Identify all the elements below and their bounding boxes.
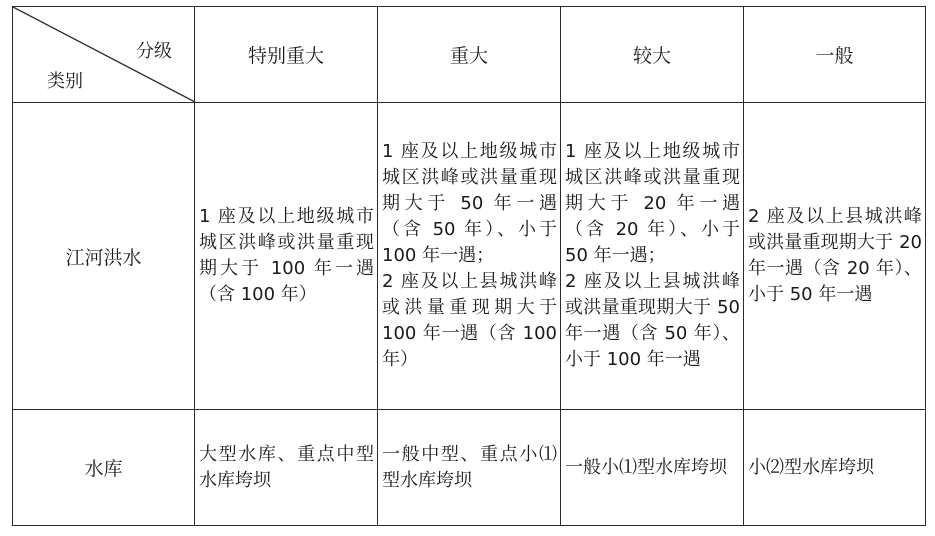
table-row-river-flood bbox=[13, 103, 926, 410]
row-label-river-flood: 江河洪水 bbox=[13, 103, 195, 410]
corner-header-cell bbox=[13, 7, 195, 103]
table-cell bbox=[195, 103, 378, 410]
cell-text: 1 座及以上地级城市城区洪峰或洪量重现期大于 50 年一遇（含 50 年）、小于 100 年一遇； bbox=[382, 141, 557, 266]
column-header-major: 重大 bbox=[378, 7, 561, 103]
table-cell bbox=[195, 410, 378, 526]
cell-text: 1 座及以上地级城市城区洪峰或洪量重现期大于 20 年一遇（含 20 年）、小于 50 年一遇； bbox=[565, 141, 740, 266]
table-cell bbox=[561, 410, 744, 526]
cell-text: 大型水库、重点中型水库垮坝 bbox=[199, 443, 374, 491]
cell-text: 2 座及以上县城洪峰或洪量重现期大于 50 年一遇（含 50 年）、小于 100 年一遇 bbox=[565, 271, 740, 370]
cell-text: 小⑵型水库垮坝 bbox=[748, 456, 874, 478]
column-header-general: 一般 bbox=[744, 7, 926, 103]
flood-classification-table bbox=[12, 6, 926, 526]
table-cell bbox=[744, 103, 926, 410]
column-axis-label: 分级 bbox=[136, 41, 172, 62]
table-row-reservoir bbox=[13, 410, 926, 526]
cell-text: 2 座及以上县城洪峰或洪量重现期大于 20 年一遇（含 20 年）、小于 50 年一遇 bbox=[748, 206, 922, 305]
column-header-extra-major: 特别重大 bbox=[195, 7, 378, 103]
cell-text: 一般中型、重点小⑴型水库垮坝 bbox=[382, 443, 557, 491]
table-cell bbox=[378, 410, 561, 526]
column-header-larger: 较大 bbox=[561, 7, 744, 103]
header-row bbox=[13, 7, 926, 103]
table-cell bbox=[378, 103, 561, 410]
cell-text: 1 座及以上地级城市城区洪峰或洪量重现期大于 100 年一遇（含 100 年） bbox=[199, 206, 374, 305]
table-cell bbox=[744, 410, 926, 526]
cell-text: 一般小⑴型水库垮坝 bbox=[565, 456, 727, 478]
row-label-reservoir: 水库 bbox=[13, 410, 195, 526]
cell-text: 2 座及以上县城洪峰或洪量重现期大于 100 年一遇（含 100 年） bbox=[382, 271, 557, 370]
table-cell bbox=[561, 103, 744, 410]
row-axis-label: 类别 bbox=[47, 71, 83, 92]
